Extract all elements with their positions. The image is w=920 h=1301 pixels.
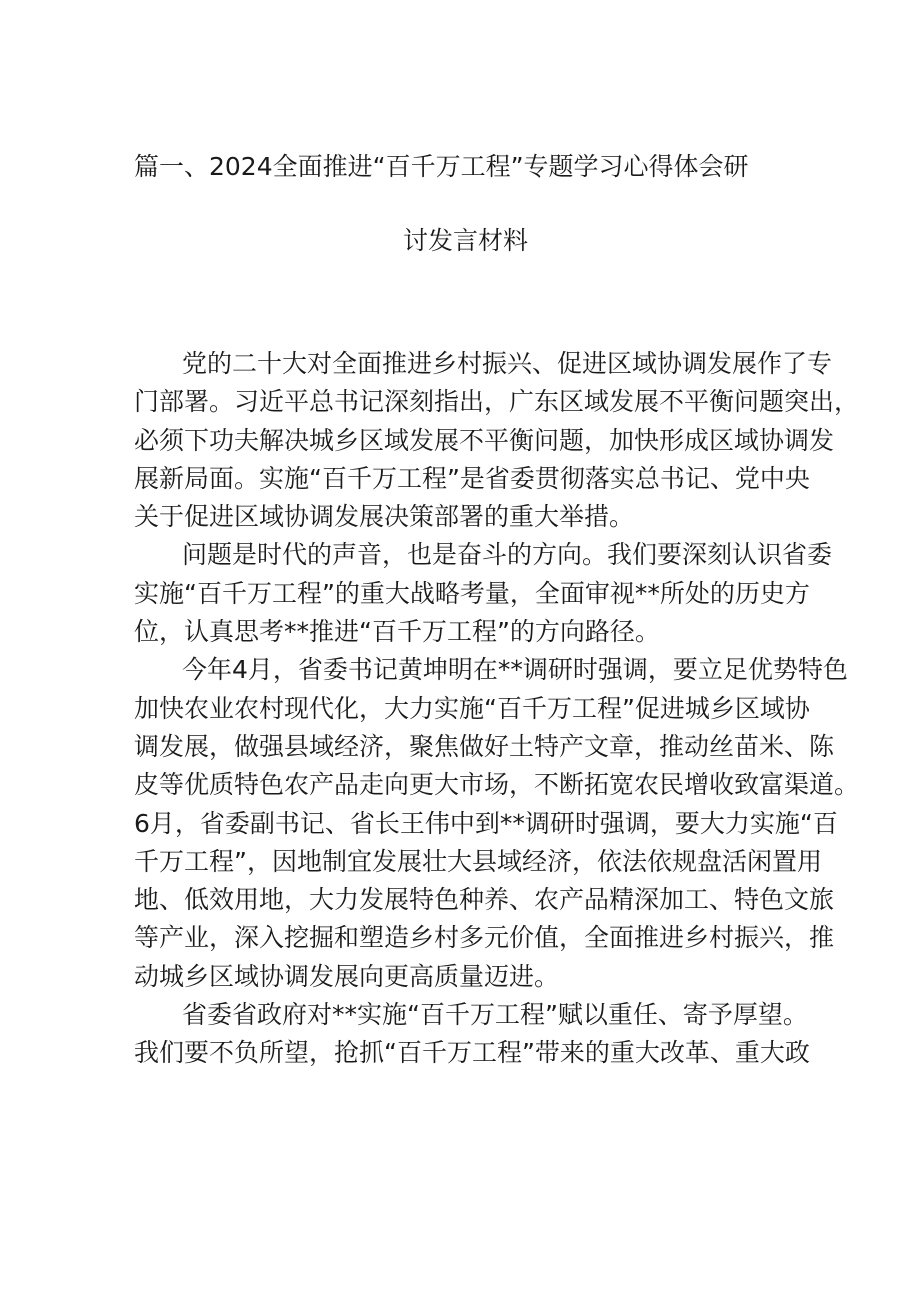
paragraph-1-line-4: 展新局面。实施“百千万工程”是省委贯彻落实总书记、党中央 xyxy=(134,463,810,493)
document-title-line-2: 讨发言材料 xyxy=(403,226,529,255)
paragraph-2-line-2: 实施“百千万工程”的重大战略考量，全面审视**所处的历史方 xyxy=(134,578,810,608)
paragraph-1-line-3: 必须下功夫解决城乡区域发展不平衡问题，加快形成区域协调发 xyxy=(134,425,835,455)
document-title-line-1: 篇一、2024全面推进“百千万工程”专题学习心得体会研 xyxy=(134,152,749,181)
paragraph-3-line-3: 调发展，做强县域经济，聚焦做好土特产文章，推动丝苗米、陈 xyxy=(134,731,835,761)
paragraph-1-line-2: 门部署。习近平总书记深刻指出，广东区域发展不平衡问题突出， xyxy=(134,387,860,417)
paragraph-3-line-8: 等产业，深入挖掘和塑造乡村多元价值，全面推进乡村振兴，推 xyxy=(134,923,835,953)
paragraph-1-line-5: 关于促进区域协调发展决策部署的重大举措。 xyxy=(134,502,635,532)
paragraph-2-line-1: 问题是时代的声音，也是奋斗的方向。我们要深刻认识省委 xyxy=(182,540,833,570)
document-body xyxy=(134,345,860,1073)
paragraph-3-line-7: 地、低效用地，大力发展特色种养、农产品精深加工、特色文旅 xyxy=(134,885,835,915)
paragraph-3-line-5: 6月，省委副书记、省长王伟中到**调研时强调，要大力实施“百 xyxy=(134,808,838,838)
paragraph-3-line-4: 皮等优质特色农产品走向更大市场，不断拓宽农民增收致富渠道。 xyxy=(134,770,860,800)
paragraph-3-line-6: 千万工程”，因地制宜发展壮大县域经济，依法依规盘活闲置用 xyxy=(134,846,822,876)
paragraph-4-line-2: 我们要不负所望，抢抓“百千万工程”带来的重大改革、重大政 xyxy=(134,1038,810,1068)
paragraph-2-line-3: 位，认真思考**推进“百千万工程”的方向路径。 xyxy=(134,617,660,647)
paragraph-3-line-1: 今年4月，省委书记黄坤明在**调研时强调，要立足优势特色 xyxy=(182,655,848,685)
paragraph-4-line-1: 省委省政府对**实施“百千万工程”赋以重任、寄予厚望。 xyxy=(182,1000,808,1030)
paragraph-1-line-1: 党的二十大对全面推进乡村振兴、促进区域协调发展作了专 xyxy=(182,349,833,378)
paragraph-3-line-2: 加快农业农村现代化，大力实施“百千万工程”促进城乡区域协 xyxy=(134,693,810,723)
paragraph-3-line-9: 动城乡区域协调发展向更高质量迈进。 xyxy=(134,961,560,991)
